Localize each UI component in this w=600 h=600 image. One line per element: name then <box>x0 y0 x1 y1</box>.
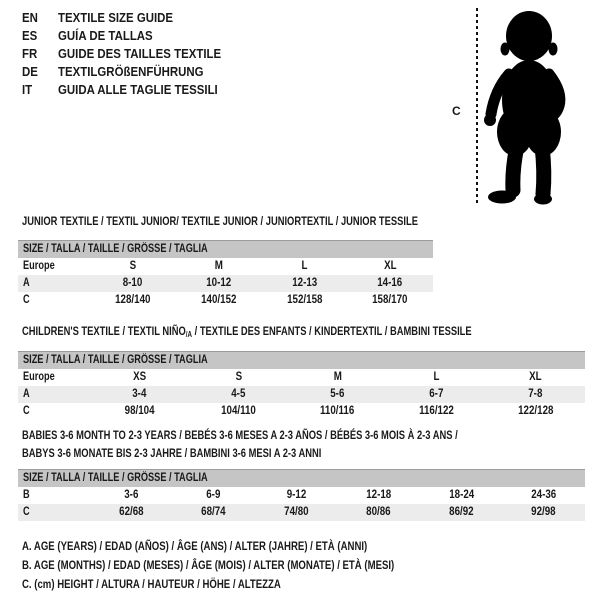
row-label <box>18 504 90 521</box>
row-label-text: A <box>23 388 30 400</box>
size-cell <box>189 369 288 386</box>
size-header-bar <box>18 469 585 487</box>
toddler-silhouette-icon <box>484 8 572 206</box>
junior-section-title <box>22 212 530 230</box>
lang-title-text: GUIDE DES TAILLES TEXTILE <box>58 46 222 61</box>
size-cell <box>288 369 387 386</box>
junior-size-table <box>18 240 433 309</box>
size-header-bar <box>18 240 433 258</box>
cell-text: XS <box>132 371 147 383</box>
cell-text: 12-13 <box>291 277 317 289</box>
cell-text: 4-5 <box>231 388 246 400</box>
lang-title <box>58 81 240 99</box>
row-label <box>18 275 90 292</box>
height-cell <box>387 403 486 420</box>
footnotes <box>22 537 487 594</box>
lang-title-text: TEXTILE SIZE GUIDE <box>58 10 174 25</box>
footnote-a <box>22 537 487 556</box>
cell-text: 9-12 <box>286 489 307 501</box>
cell-text: 3-4 <box>132 388 147 400</box>
table-row <box>18 369 585 386</box>
lang-code-text: EN <box>22 10 38 25</box>
size-cell <box>176 258 262 275</box>
age-cell <box>189 386 288 403</box>
cell-text: 80/86 <box>366 506 391 518</box>
cell-text: 152/158 <box>286 294 323 306</box>
legend-row-fr <box>22 45 243 63</box>
table-row <box>18 258 433 275</box>
height-cell <box>288 403 387 420</box>
lang-code <box>22 9 58 27</box>
age-cell <box>288 386 387 403</box>
age-cell <box>173 487 256 504</box>
row-label-text: C <box>23 294 30 306</box>
height-cell <box>338 504 421 521</box>
cell-text: 10-12 <box>206 277 232 289</box>
babies-size-table <box>18 469 585 521</box>
height-cell <box>486 403 585 420</box>
cell-text: 110/116 <box>320 405 355 417</box>
height-cell <box>255 504 338 521</box>
cell-text: 74/80 <box>284 506 309 518</box>
footnote-c <box>22 575 487 594</box>
height-measure-dashed-line <box>476 8 478 206</box>
row-label-text: Europe <box>23 371 55 383</box>
height-cell <box>189 403 288 420</box>
lang-code-text: IT <box>22 82 33 97</box>
size-cell <box>387 369 486 386</box>
lang-title <box>58 45 243 63</box>
cell-text: 6-7 <box>429 388 444 400</box>
size-cell <box>486 369 585 386</box>
age-cell <box>387 386 486 403</box>
size-header-label: SIZE / TALLA / TAILLE / GRÖSSE / TAGLIA <box>23 243 208 255</box>
size-header-bar <box>18 351 585 369</box>
children-section-title-text <box>22 322 472 344</box>
cell-text: XL <box>529 371 542 383</box>
row-label <box>18 369 90 386</box>
cell-text: M <box>333 371 342 383</box>
age-cell <box>90 386 189 403</box>
title-post: / TEXTILE DES ENFANTS / KINDERTEXTIL / BAMBINI TESSILE <box>192 324 472 338</box>
language-legend <box>22 9 243 99</box>
cell-text: 5-6 <box>330 388 345 400</box>
babies-title-line1-text: BABIES 3-6 MONTH TO 2-3 YEARS / BEBÉS 3-6 MESES A 2-3 AÑOS / BÉBÉS 3-6 MOIS À 2-3 ANS / <box>22 428 458 442</box>
height-cell <box>262 292 348 309</box>
cell-text: 62/68 <box>119 506 144 518</box>
cell-text: 3-6 <box>124 489 139 501</box>
cell-text: 86/92 <box>449 506 474 518</box>
cell-text: 12-18 <box>366 489 392 501</box>
cell-text: 122/128 <box>517 405 554 417</box>
age-cell <box>420 487 503 504</box>
lang-code <box>22 63 58 81</box>
size-header-label: SIZE / TALLA / TAILLE / GRÖSSE / TAGLIA <box>23 472 208 484</box>
babies-title-line2 <box>22 444 581 462</box>
cell-text: 104/110 <box>221 405 256 417</box>
lang-title-text: TEXTILGRÖßENFÜHRUNG <box>58 64 204 79</box>
legend-row-de <box>22 63 243 81</box>
cell-text: S <box>235 371 242 383</box>
age-cell <box>486 386 585 403</box>
row-label <box>18 403 90 420</box>
legend-row-it <box>22 81 243 99</box>
age-cell <box>90 487 173 504</box>
height-measure-label: C <box>452 104 461 118</box>
table-row <box>18 403 585 420</box>
age-cell <box>262 275 348 292</box>
cell-text: L <box>433 371 440 383</box>
cell-text: 116/122 <box>419 405 454 417</box>
table-row <box>18 292 433 309</box>
height-cell <box>90 403 189 420</box>
footnote-b <box>22 556 487 575</box>
age-cell <box>90 275 176 292</box>
height-cell <box>90 504 173 521</box>
footnote-b-text: B. AGE (MONTHS) / EDAD (MESES) / ÂGE (MOIS) / ALTER (MONATE) / ETÀ (MESI) <box>22 558 395 572</box>
cell-text: XL <box>383 260 397 272</box>
legend-row-es <box>22 27 243 45</box>
table-row <box>18 487 585 504</box>
cell-text: 18-24 <box>448 489 474 501</box>
children-section-title <box>22 322 598 344</box>
height-cell <box>173 504 256 521</box>
cell-text: 7-8 <box>528 388 543 400</box>
row-label-text: C <box>23 506 30 518</box>
cell-text: S <box>129 260 137 272</box>
cell-text: L <box>301 260 308 272</box>
cell-text: 8-10 <box>123 277 143 289</box>
cell-text: 6-9 <box>206 489 221 501</box>
age-cell <box>176 275 262 292</box>
row-label <box>18 292 90 309</box>
lang-code-text: ES <box>22 28 38 43</box>
height-cell <box>176 292 262 309</box>
row-label <box>18 386 90 403</box>
size-cell <box>347 258 433 275</box>
table-row <box>18 275 433 292</box>
age-cell <box>255 487 338 504</box>
size-cell <box>262 258 348 275</box>
row-label-text: A <box>23 277 30 289</box>
age-cell <box>347 275 433 292</box>
lang-title-text: GUIDA ALLE TAGLIE TESSILI <box>58 82 218 97</box>
cell-text: 128/140 <box>115 294 151 306</box>
title-pre: CHILDREN'S TEXTILE / TEXTIL NIÑO <box>22 324 186 338</box>
cell-text: M <box>214 260 223 272</box>
age-cell <box>503 487 586 504</box>
babies-title-line2-text: BABYS 3-6 MONATE BIS 2-3 JAHRE / BAMBINI 3-6 MESI A 2-3 ANNI <box>22 446 322 460</box>
row-label-text: B <box>23 489 30 501</box>
size-header-label: SIZE / TALLA / TAILLE / GRÖSSE / TAGLIA <box>23 354 208 366</box>
lang-code <box>22 81 58 99</box>
height-cell <box>420 504 503 521</box>
children-size-table <box>18 351 585 420</box>
age-cell <box>338 487 421 504</box>
cell-text: 158/170 <box>372 294 408 306</box>
cell-text: 24-36 <box>531 489 557 501</box>
lang-code-text: FR <box>22 46 38 61</box>
height-cell <box>90 292 176 309</box>
size-cell <box>90 258 176 275</box>
table-row <box>18 504 585 521</box>
footnote-a-text: A. AGE (YEARS) / EDAD (AÑOS) / ÂGE (ANS) / ALTER (JAHRE) / ETÀ (ANNI) <box>22 539 368 553</box>
height-cell <box>503 504 586 521</box>
lang-title-text: GUÍA DE TALLAS <box>58 28 153 43</box>
lang-title <box>58 9 189 27</box>
lang-title <box>58 63 223 81</box>
cell-text: 98/104 <box>124 405 155 417</box>
babies-title-line1 <box>22 426 581 444</box>
babies-section-title <box>22 426 581 462</box>
lang-code-text: DE <box>22 64 38 79</box>
footnote-c-text: C. (cm) HEIGHT / ALTURA / HAUTEUR / HÖHE / ALTEZZA <box>22 577 281 591</box>
junior-section-title-text: JUNIOR TEXTILE / TEXTIL JUNIOR/ TEXTILE JUNIOR / JUNIORTEXTIL / JUNIOR TESSILE <box>22 214 418 228</box>
lang-code <box>22 27 58 45</box>
lang-code <box>22 45 58 63</box>
cell-text: 14-16 <box>377 277 403 289</box>
size-cell <box>90 369 189 386</box>
row-label <box>18 487 90 504</box>
height-cell <box>347 292 433 309</box>
table-row <box>18 386 585 403</box>
cell-text: 68/74 <box>201 506 226 518</box>
row-label-text: C <box>23 405 30 417</box>
cell-text: 92/98 <box>531 506 556 518</box>
lang-title <box>58 27 166 45</box>
title-subscript: /A <box>185 330 193 339</box>
legend-row-en <box>22 9 243 27</box>
cell-text: 140/152 <box>200 294 237 306</box>
row-label-text: Europe <box>23 260 55 272</box>
row-label <box>18 258 90 275</box>
